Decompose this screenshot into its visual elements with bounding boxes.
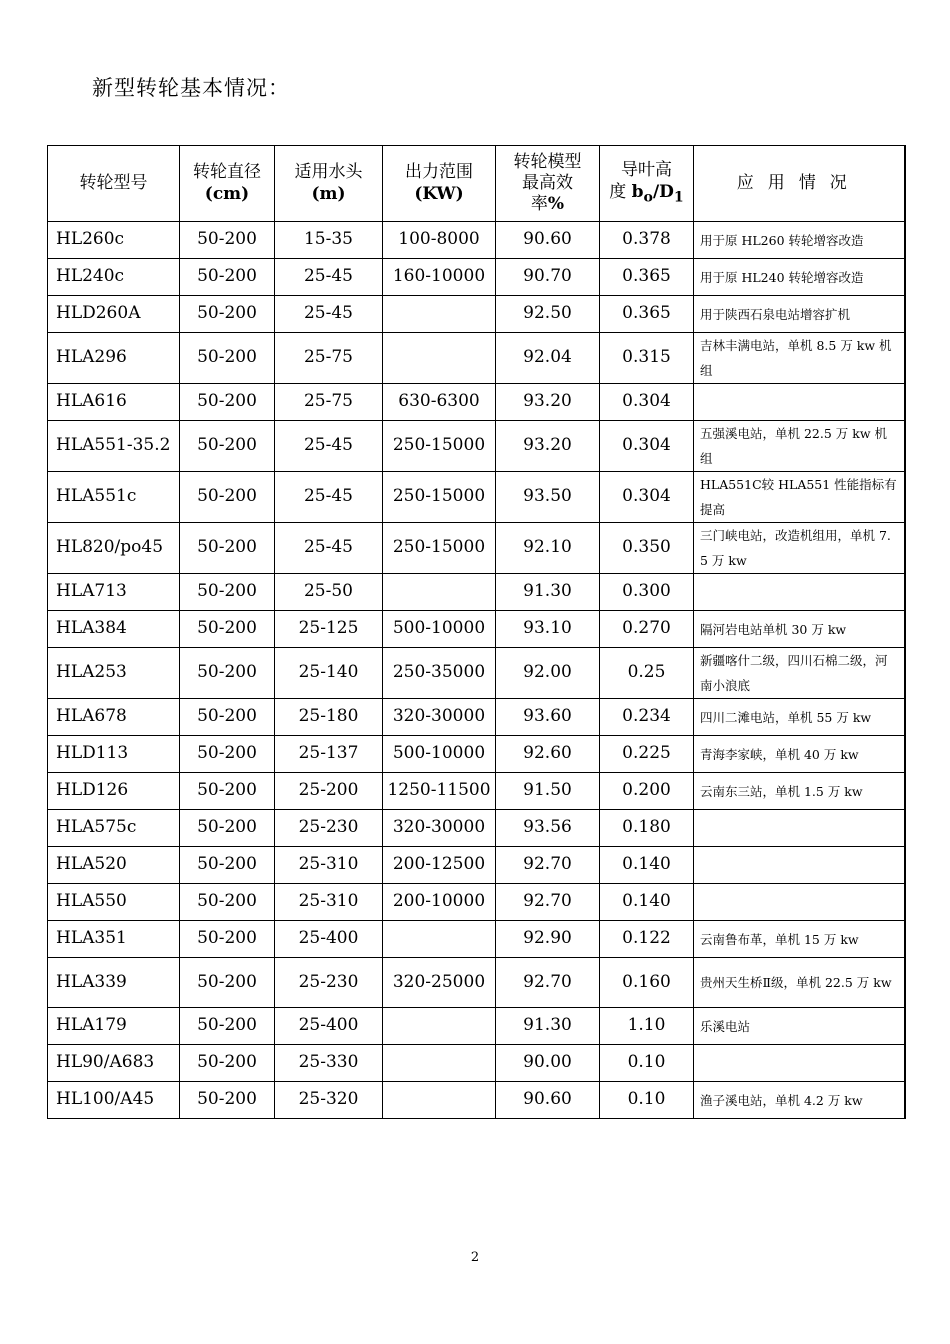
cell-output: 320-30000 (383, 810, 496, 847)
cell-guide: 0.304 (600, 472, 694, 523)
cell-efficiency: 93.10 (496, 611, 600, 648)
cell-efficiency: 92.90 (496, 921, 600, 958)
cell-model: HLA551c (48, 472, 180, 523)
cell-diameter: 50-200 (180, 847, 275, 884)
cell-diameter: 50-200 (180, 421, 275, 472)
cell-guide: 0.304 (600, 384, 694, 421)
cell-diameter: 50-200 (180, 472, 275, 523)
cell-model: HL260c (48, 222, 180, 259)
table-row (48, 1045, 905, 1082)
cell-guide: 0.160 (600, 958, 694, 1008)
cell-model: HLA575c (48, 810, 180, 847)
cell-application (694, 884, 905, 921)
cell-head: 25-75 (275, 384, 383, 421)
cell-model: HLA253 (48, 648, 180, 699)
cell-output: 200-10000 (383, 884, 496, 921)
cell-efficiency: 90.60 (496, 1082, 600, 1119)
cell-output (383, 1045, 496, 1082)
table-row (48, 921, 905, 958)
header-diameter: 转轮直径 (cm) (180, 146, 275, 222)
cell-guide: 0.234 (600, 699, 694, 736)
cell-head: 25-400 (275, 1008, 383, 1045)
cell-efficiency: 90.70 (496, 259, 600, 296)
cell-efficiency: 91.30 (496, 574, 600, 611)
cell-output: 1250-11500 (383, 773, 496, 810)
cell-efficiency: 90.00 (496, 1045, 600, 1082)
cell-application (694, 574, 905, 611)
cell-guide: 0.270 (600, 611, 694, 648)
cell-diameter: 50-200 (180, 773, 275, 810)
cell-application: 渔子溪电站，单机 4.2 万 kw (694, 1082, 905, 1119)
table-row (48, 296, 905, 333)
table-row (48, 384, 905, 421)
cell-application: 用于原 HL260 转轮增容改造 (694, 222, 905, 259)
cell-application (694, 810, 905, 847)
runner-table (47, 145, 906, 1119)
cell-efficiency: 91.50 (496, 773, 600, 810)
cell-output: 100-8000 (383, 222, 496, 259)
table-row (48, 699, 905, 736)
cell-efficiency: 90.60 (496, 222, 600, 259)
cell-guide: 0.378 (600, 222, 694, 259)
cell-diameter: 50-200 (180, 1045, 275, 1082)
cell-model: HLA550 (48, 884, 180, 921)
cell-diameter: 50-200 (180, 1082, 275, 1119)
cell-head: 25-137 (275, 736, 383, 773)
cell-diameter: 50-200 (180, 1008, 275, 1045)
cell-guide: 0.200 (600, 773, 694, 810)
cell-head: 25-45 (275, 523, 383, 574)
cell-guide: 0.365 (600, 259, 694, 296)
cell-model: HLA351 (48, 921, 180, 958)
cell-efficiency: 92.50 (496, 296, 600, 333)
page-title: 新型转轮基本情况： (92, 76, 290, 100)
cell-head: 25-180 (275, 699, 383, 736)
cell-head: 25-140 (275, 648, 383, 699)
cell-model: HLA520 (48, 847, 180, 884)
cell-model: HL240c (48, 259, 180, 296)
table-row (48, 259, 905, 296)
table-row (48, 736, 905, 773)
cell-efficiency: 93.20 (496, 421, 600, 472)
cell-guide: 0.350 (600, 523, 694, 574)
cell-application: 吉林丰满电站，单机 8.5 万 kw 机组 (694, 333, 905, 384)
cell-application (694, 384, 905, 421)
table-row (48, 884, 905, 921)
header-output: 出力范围 (KW) (383, 146, 496, 222)
cell-output: 500-10000 (383, 611, 496, 648)
cell-output: 320-25000 (383, 958, 496, 1008)
table-row (48, 472, 905, 523)
cell-output: 630-6300 (383, 384, 496, 421)
cell-model: HLA179 (48, 1008, 180, 1045)
table-row (48, 611, 905, 648)
cell-application: 云南东三站，单机 1.5 万 kw (694, 773, 905, 810)
cell-model: HLD113 (48, 736, 180, 773)
cell-application: 隔河岩电站单机 30 万 kw (694, 611, 905, 648)
cell-output: 320-30000 (383, 699, 496, 736)
table-row (48, 421, 905, 472)
cell-output: 160-10000 (383, 259, 496, 296)
header-model: 转轮型号 (48, 146, 180, 222)
cell-head: 25-50 (275, 574, 383, 611)
cell-efficiency: 93.60 (496, 699, 600, 736)
cell-head: 25-310 (275, 847, 383, 884)
cell-head: 25-230 (275, 810, 383, 847)
cell-diameter: 50-200 (180, 884, 275, 921)
cell-model: HLA713 (48, 574, 180, 611)
table-row (48, 648, 905, 699)
cell-output (383, 574, 496, 611)
cell-application: 用于原 HL240 转轮增容改造 (694, 259, 905, 296)
cell-model: HLA616 (48, 384, 180, 421)
cell-output (383, 296, 496, 333)
table-row (48, 1008, 905, 1045)
header-efficiency: 转轮模型 最高效 率% (496, 146, 600, 222)
table-row (48, 333, 905, 384)
table-row (48, 222, 905, 259)
cell-diameter: 50-200 (180, 222, 275, 259)
cell-application: 乐溪电站 (694, 1008, 905, 1045)
cell-diameter: 50-200 (180, 574, 275, 611)
cell-diameter: 50-200 (180, 699, 275, 736)
cell-head: 25-125 (275, 611, 383, 648)
cell-model: HLA296 (48, 333, 180, 384)
cell-head: 25-320 (275, 1082, 383, 1119)
cell-model: HL90/A683 (48, 1045, 180, 1082)
header-application: 应用情况 (694, 146, 905, 222)
cell-efficiency: 92.70 (496, 884, 600, 921)
cell-diameter: 50-200 (180, 611, 275, 648)
cell-guide: 0.365 (600, 296, 694, 333)
cell-model: HLA551-35.2 (48, 421, 180, 472)
table-row (48, 773, 905, 810)
cell-guide: 0.180 (600, 810, 694, 847)
cell-application: 云南鲁布革，单机 15 万 kw (694, 921, 905, 958)
cell-model: HL820/po45 (48, 523, 180, 574)
cell-application: 用于陕西石泉电站增容扩机 (694, 296, 905, 333)
cell-application: 青海李家峡，单机 40 万 kw (694, 736, 905, 773)
cell-application: 贵州天生桥Ⅱ级，单机 22.5 万 kw (694, 958, 905, 1008)
cell-model: HLA339 (48, 958, 180, 1008)
table-row (48, 574, 905, 611)
table-row (48, 810, 905, 847)
cell-diameter: 50-200 (180, 259, 275, 296)
cell-output (383, 1008, 496, 1045)
cell-guide: 0.315 (600, 333, 694, 384)
cell-output: 250-15000 (383, 421, 496, 472)
cell-head: 25-45 (275, 296, 383, 333)
header-guide-vane: 导叶高 度 $b_o/D_1$ (600, 146, 694, 222)
cell-head: 25-230 (275, 958, 383, 1008)
header-row (48, 146, 905, 222)
cell-model: HLA384 (48, 611, 180, 648)
cell-head: 25-45 (275, 472, 383, 523)
cell-head: 25-45 (275, 421, 383, 472)
cell-guide: 0.10 (600, 1045, 694, 1082)
cell-guide: 0.225 (600, 736, 694, 773)
cell-guide: 0.25 (600, 648, 694, 699)
cell-model: HLA678 (48, 699, 180, 736)
cell-diameter: 50-200 (180, 648, 275, 699)
cell-model: HLD126 (48, 773, 180, 810)
cell-efficiency: 92.70 (496, 847, 600, 884)
table-row (48, 1082, 905, 1119)
cell-guide: 0.10 (600, 1082, 694, 1119)
cell-head: 25-200 (275, 773, 383, 810)
cell-guide: 0.304 (600, 421, 694, 472)
cell-efficiency: 92.10 (496, 523, 600, 574)
cell-guide: 0.140 (600, 847, 694, 884)
cell-output: 250-35000 (383, 648, 496, 699)
cell-efficiency: 92.70 (496, 958, 600, 1008)
cell-output: 200-12500 (383, 847, 496, 884)
cell-guide: 1.10 (600, 1008, 694, 1045)
cell-efficiency: 93.20 (496, 384, 600, 421)
cell-head: 25-75 (275, 333, 383, 384)
cell-head: 15-35 (275, 222, 383, 259)
table-row (48, 847, 905, 884)
table-row (48, 523, 905, 574)
cell-output: 250-15000 (383, 523, 496, 574)
cell-output (383, 1082, 496, 1119)
cell-guide: 0.140 (600, 884, 694, 921)
cell-application: 新疆喀什二级，四川石棉二级，河南小浪底 (694, 648, 905, 699)
cell-diameter: 50-200 (180, 736, 275, 773)
cell-output: 500-10000 (383, 736, 496, 773)
cell-application: 四川二滩电站，单机 55 万 kw (694, 699, 905, 736)
cell-model: HLD260A (48, 296, 180, 333)
page-number: 2 (470, 1250, 480, 1265)
cell-application: HLA551C较 HLA551 性能指标有提高 (694, 472, 905, 523)
cell-efficiency: 93.50 (496, 472, 600, 523)
cell-diameter: 50-200 (180, 921, 275, 958)
cell-diameter: 50-200 (180, 810, 275, 847)
cell-guide: 0.300 (600, 574, 694, 611)
cell-efficiency: 91.30 (496, 1008, 600, 1045)
cell-efficiency: 92.60 (496, 736, 600, 773)
cell-efficiency: 92.04 (496, 333, 600, 384)
cell-output (383, 333, 496, 384)
cell-application: 三门峡电站，改造机组用，单机 7.5 万 kw (694, 523, 905, 574)
cell-diameter: 50-200 (180, 384, 275, 421)
cell-application (694, 1045, 905, 1082)
cell-application (694, 847, 905, 884)
cell-head: 25-45 (275, 259, 383, 296)
header-head: 适用水头 (m) (275, 146, 383, 222)
cell-head: 25-330 (275, 1045, 383, 1082)
cell-diameter: 50-200 (180, 333, 275, 384)
cell-model: HL100/A45 (48, 1082, 180, 1119)
cell-diameter: 50-200 (180, 523, 275, 574)
cell-diameter: 50-200 (180, 958, 275, 1008)
table-row (48, 958, 905, 1008)
cell-efficiency: 92.00 (496, 648, 600, 699)
cell-output: 250-15000 (383, 472, 496, 523)
cell-head: 25-310 (275, 884, 383, 921)
cell-guide: 0.122 (600, 921, 694, 958)
cell-head: 25-400 (275, 921, 383, 958)
cell-application: 五强溪电站，单机 22.5 万 kw 机组 (694, 421, 905, 472)
cell-efficiency: 93.56 (496, 810, 600, 847)
cell-diameter: 50-200 (180, 296, 275, 333)
cell-output (383, 921, 496, 958)
